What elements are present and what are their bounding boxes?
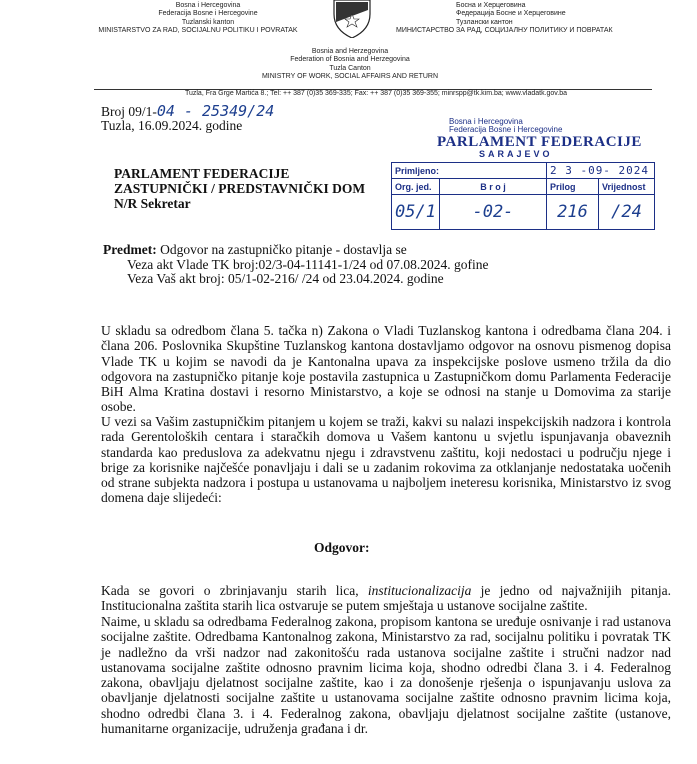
body-paragraph-1: U skladu sa odredbom člana 5. tačka n) Zakona o Vladi Tuzlanskog kantona i odredbama člana 204. i člana 206. Poslovnika Skupštine Tuzlanskog kantona dostavljamo odgovor na osnovu pismenog dopisa Vlade TK u kojim se navodi da je Kantonalna upava za inspekcijske poslove usmeno tržila da dio odgovora na zastupničko pitanje koje postavila zastupnica u Zastupničkom domu Parlamenta Federacije BiH Alma Kratina dostavi i resorno Ministarstvo, a koje se odnosi na stanje u Domovima za starije osobe. — [101, 323, 671, 415]
stamp-val-prilog: 216 — [546, 195, 598, 230]
recipient-line: N/R Sekretar — [114, 196, 191, 211]
stamp-val-vrijednost: /24 — [598, 195, 654, 230]
stamp-val-broj: -02- — [439, 195, 546, 230]
body-paragraph-3 — [101, 583, 671, 614]
recipient-line: ZASTUPNIČKI / PREDSTAVNIČKI DOM — [114, 181, 366, 196]
subject-text: Odgovor na zastupničko pitanje - dostavlja se — [156, 242, 407, 257]
stamp-received-date: 2 3 -09- 2024 — [546, 163, 654, 179]
header-left-line: Bosna i Hercegovina — [175, 2, 241, 9]
stamp-table — [391, 162, 655, 230]
header-right-line: Федерација Босне и Херцеговине — [456, 10, 566, 18]
subject-reference: Veza akt Vlade TK broj:02/3-04-11141-1/24 od 07.08.2024. gofine — [127, 256, 489, 272]
subject-label: Predmet: — [103, 242, 157, 257]
header-contact-line: Tuzla, Fra Grge Martića 8.; Tel: ++ 387 (0)35 369-335; Fax: ++ 387 (0)35 369-355; minrspp@tk.kim.ba; www.vladatk.gov.ba — [184, 90, 568, 97]
subject-block — [103, 243, 488, 287]
header-center-line: MINISTRY OF WORK, SOCIAL AFFAIRS AND RETURN — [261, 73, 439, 81]
stamp-title: PARLAMENT FEDERACIJE — [437, 134, 642, 150]
header-right-block — [396, 2, 616, 36]
header-center-block — [230, 48, 470, 82]
stamp-line: Federacija Bosne i Hercegovine — [449, 125, 563, 134]
stamp-received-label: Primljeno: — [392, 163, 547, 179]
stamp-col-prilog: Prilog — [546, 179, 598, 195]
recipient-block — [114, 166, 365, 211]
header-center-line: Federation of Bosnia and Herzegovina — [290, 56, 410, 64]
header-left-line: Tuzlanski kanton — [181, 18, 235, 26]
stamp-line: Bosna i Hercegovina — [449, 117, 523, 126]
paragraph-3-text-end: je jedno od najvažnijih pitanja. Institucionalna zaštita starih lica ostvaruje se putem smještaja u ustanove socijalne zaštite. — [101, 583, 671, 614]
document-date: Tuzla, 16.09.2024. godine — [101, 118, 243, 133]
subject-reference: Veza Vaš akt broj: 05/1-02-216/ /24 od 23.04.2024. godine — [127, 271, 444, 286]
answer-heading: Odgovor: — [314, 540, 370, 555]
stamp-val-org: 05/1 — [392, 195, 440, 230]
document-number — [101, 104, 274, 119]
header-left-line: Federacija Bosne i Hercegovine — [158, 10, 258, 18]
document-number-label: Broj 09/1- — [101, 104, 157, 119]
paragraph-3-italic: institucionalizacija — [367, 583, 472, 598]
header-right-line: МИНИСТАРСТВО ЗА РАД, СОЦИЈАЛНУ ПОЛИТИКУ И ПОВРАТАК — [396, 27, 613, 35]
recipient-line: PARLAMENT FEDERACIJE — [114, 166, 290, 181]
header-right-line: Босна и Херцеговина — [456, 2, 526, 9]
header-center-line: Tuzla Canton — [329, 64, 371, 72]
header-left-block — [98, 2, 298, 36]
stamp-col-broj: B r o j — [439, 179, 546, 195]
document-number-handwritten: 04 - 25349/24 — [156, 102, 275, 120]
paragraph-3-text: Kada se govori o zbrinjavanju starih lica, — [101, 583, 368, 598]
header-left-line: MINISTARSTVO ZA RAD, SOCIJALNU POLITIKU I POVRATAK — [98, 27, 298, 35]
reception-stamp — [391, 117, 655, 227]
body-paragraph-4: Naime, u skladu sa odredbama Federalnog zakona, propisom kantona se uređuje osnivanje i rad ustanova socijalne zaštite. Odredbama Kantonalnog zakona, Ministarstvo za rad, socijalnu politiku i povratak TK je nadležno da vrši nadzor nad zakonitošću rada ustanova socijalne zaštite i stručni nadzor nad ustanovama socijalne zaštite odnosno pravnim licima koja, shodno odredbi člana 3. i 4. Federalnog zakona, obavljaju djelatnost socijalne zaštite, kao i za donošenje rješenja o ispunjavanju uslova za obavljanje djelatnosti socijalne zaštite u ustanovama socijalne zaštite odnosno pravnim licima koja, shodno odredbi člana 3. i 4. Federalnog zakona, obavljaju djelatnost socijalne zaštite (ustanove, humanitarne organizacije, udruženja građana i dr. — [101, 614, 671, 737]
header-right-line: Тузлански кантон — [456, 18, 513, 26]
header-center-line: Bosnia and Herzegovina — [311, 48, 389, 55]
body-paragraph-2: U vezi sa Vašim zastupničkim pitanjem u kojem se traži, kakvi su nalazi inspekcijskih nadzora i kontrola rada Gerentoloških centara i staračkih domova u Vašem kantonu u svjetlu ispunjavanja obaveznih standarda kao preduslova za adekvatnu njegu i zdravstvenu zaštitu, koji nedostaci u području njege i brige za korisnike najčešće ponavljaju i dali se u zadanim rokovima za otklanjanje nedostataka uočenih od strane subjekta nadzora i postupa u ustanovama u najboljem ineteresu korisnika, Ministarstvo iz svog domena daje slijedeći: — [101, 414, 671, 506]
stamp-city: SARAJEVO — [479, 149, 553, 159]
stamp-col-org: Org. jed. — [392, 179, 440, 195]
stamp-col-vrijednost: Vrijednost — [598, 179, 654, 195]
canton-crest-icon — [322, 0, 382, 38]
